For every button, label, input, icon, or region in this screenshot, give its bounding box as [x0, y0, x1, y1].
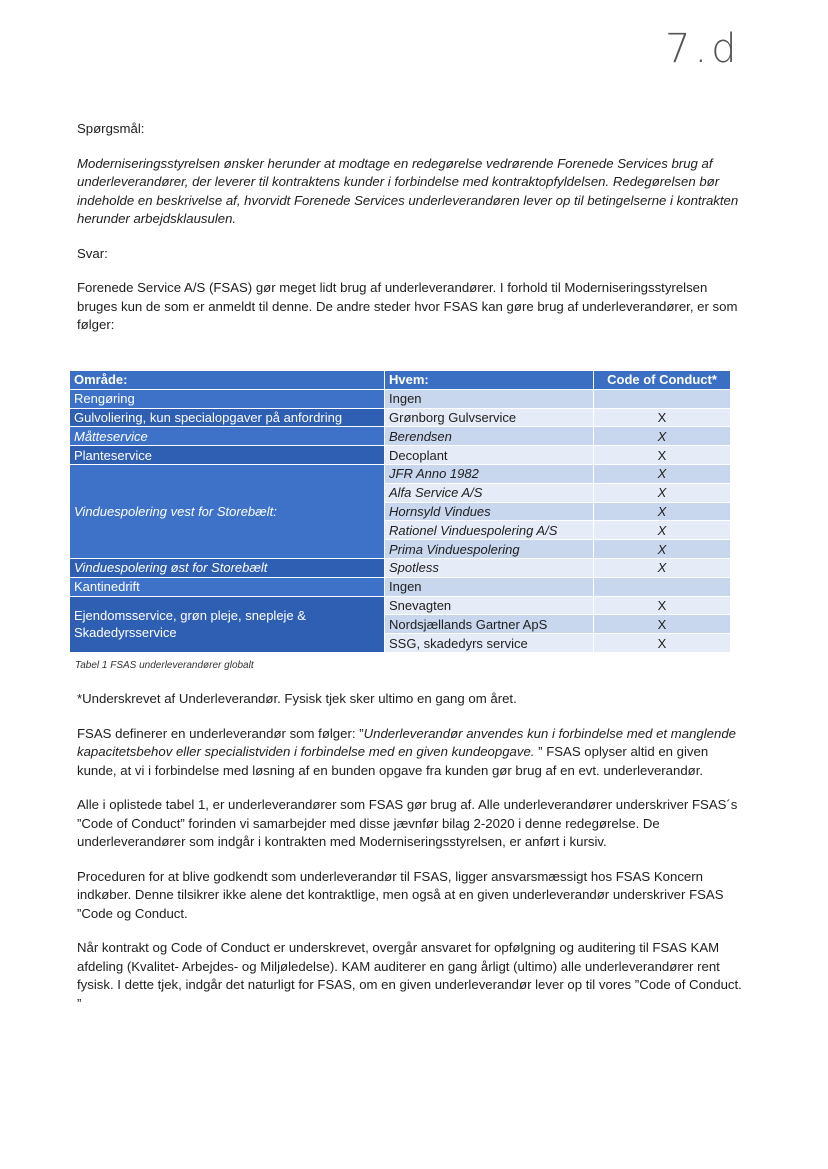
- footnote: *Underskrevet af Underleverandør. Fysisk tjek sker ultimo en gang om året.: [77, 691, 517, 706]
- paragraph-definition: [77, 725, 747, 781]
- paragraph-audit: Når kontrakt og Code of Conduct er underskrevet, overgår ansvaret for opfølgning og auditering til FSAS KAM afdeling (Kvalitet- Arbejdes- og Miljøledelse). KAM auditerer en gang årligt (ultimo) alle underleverandører rent fysisk. I dette tjek, indgår det naturligt for FSAS, om en given underleverandør lever op til vores ”Code of Conduct. ”: [77, 940, 742, 1011]
- question-label: Spørgsmål:: [77, 121, 145, 136]
- code-of-conduct-cell: X: [594, 408, 731, 427]
- question-text: Moderniseringsstyrelsen ønsker herunder at modtage en redegørelse vedrørende Forenede Services brug af underleverandører, der leverer til kontraktens kunder i forbindelse med kontraktopfyldelsen. Redegørelsen bør indeholde en beskrivelse af, hvorvidt Forenede Services underleverandøren lever op til betingelserne i kontrakten herunder arbejdsklausulen.: [77, 155, 739, 226]
- who-cell: Berendsen: [385, 427, 594, 446]
- code-of-conduct-cell: X: [594, 427, 731, 446]
- code-of-conduct-cell: X: [594, 615, 731, 634]
- who-cell: Ingen: [385, 577, 594, 596]
- code-of-conduct-cell: X: [594, 521, 731, 540]
- area-cell: Planteservice: [70, 446, 385, 465]
- table-row: [70, 389, 731, 408]
- paragraph-code-of-conduct: Alle i oplistede tabel 1, er underleverandører som FSAS gør brug af. Alle underleverandører underskriver FSAS´s ”Code of Conduct” forinden vi samarbejder med disse jævnfør bilag 2-2020 i denne redegørelse. De underleverandører som indgår i kontrakten med Moderniseringsstyrelsen, er anført i kursiv.: [77, 797, 738, 849]
- who-cell: Ingen: [385, 389, 594, 408]
- who-cell: Prima Vinduespolering: [385, 540, 594, 559]
- table-caption: Tabel 1 FSAS underleverandører globalt: [75, 660, 254, 671]
- code-of-conduct-cell: X: [594, 464, 731, 483]
- table-row: [70, 408, 731, 427]
- who-cell: Hornsyld Vindues: [385, 502, 594, 521]
- code-of-conduct-cell: [594, 389, 731, 408]
- who-cell: JFR Anno 1982: [385, 464, 594, 483]
- handwritten-page-mark: 7.d: [665, 26, 741, 72]
- table-row: [70, 558, 731, 577]
- definition-quote: Underleverandør anvendes kun i forbindelse med et manglende kapacitetsbehov eller specialistviden i forbindelse med en given kundeopgave.: [77, 725, 736, 759]
- table-header-row: [70, 371, 731, 390]
- code-of-conduct-cell: X: [594, 558, 731, 577]
- table-row: [70, 596, 731, 615]
- header-area: Område:: [70, 371, 385, 390]
- area-cell: Rengøring: [70, 389, 385, 408]
- area-cell: Ejendomsservice, grøn pleje, snepleje & Skadedyrsservice: [70, 596, 385, 652]
- who-cell: Alfa Service A/S: [385, 483, 594, 502]
- question-answer-section: [77, 120, 747, 351]
- area-cell: Gulvoliering, kun specialopgaver på anfordring: [70, 408, 385, 427]
- table-row: [70, 427, 731, 446]
- answer-intro: Forenede Service A/S (FSAS) gør meget lidt brug af underleverandører. I forhold til Moderniseringsstyrelsen bruges kun de som er anmeldt til denne. De andre steder hvor FSAS kan gøre brug af underleverandører, er som følger:: [77, 280, 738, 332]
- header-who: Hvem:: [385, 371, 594, 390]
- area-cell: Vinduespolering øst for Storebælt: [70, 558, 385, 577]
- who-cell: Spotless: [385, 558, 594, 577]
- who-cell: Decoplant: [385, 446, 594, 465]
- code-of-conduct-cell: X: [594, 540, 731, 559]
- code-of-conduct-cell: [594, 577, 731, 596]
- code-of-conduct-cell: X: [594, 502, 731, 521]
- who-cell: SSG, skadedyrs service: [385, 634, 594, 653]
- body-text: [77, 690, 747, 1029]
- area-cell: Måtteservice: [70, 427, 385, 446]
- paragraph-procedure: Proceduren for at blive godkendt som underleverandør til FSAS, ligger ansvarsmæssigt hos FSAS Koncern indkøber. Denne tilsikrer ikke alene det kontraktlige, men også at en given underleverandør underskriver FSAS ”Code og Conduct.: [77, 868, 724, 921]
- answer-label: Svar:: [77, 245, 108, 261]
- who-cell: Grønborg Gulvservice: [385, 408, 594, 427]
- who-cell: Rationel Vinduespolering A/S: [385, 521, 594, 540]
- table-row: [70, 577, 731, 596]
- definition-lead: FSAS definerer en underleverandør som følger: ”: [77, 725, 364, 741]
- subcontractor-table: [69, 370, 731, 653]
- who-cell: Nordsjællands Gartner ApS: [385, 615, 594, 634]
- area-cell: Kantinedrift: [70, 577, 385, 596]
- header-code-of-conduct: Code of Conduct*: [594, 371, 731, 390]
- who-cell: Snevagten: [385, 596, 594, 615]
- area-cell: Vinduespolering vest for Storebælt:: [70, 464, 385, 558]
- code-of-conduct-cell: X: [594, 483, 731, 502]
- code-of-conduct-cell: X: [594, 596, 731, 615]
- code-of-conduct-cell: X: [594, 634, 731, 653]
- code-of-conduct-cell: X: [594, 446, 731, 465]
- table-row: [70, 446, 731, 465]
- definition-tail: ” FSAS oplyser altid en given kunde, at vi i forbindelse med løsning af en bunden opgave fra kunden gør brug af en evt. underleverandør.: [77, 744, 709, 778]
- table-row: [70, 464, 731, 483]
